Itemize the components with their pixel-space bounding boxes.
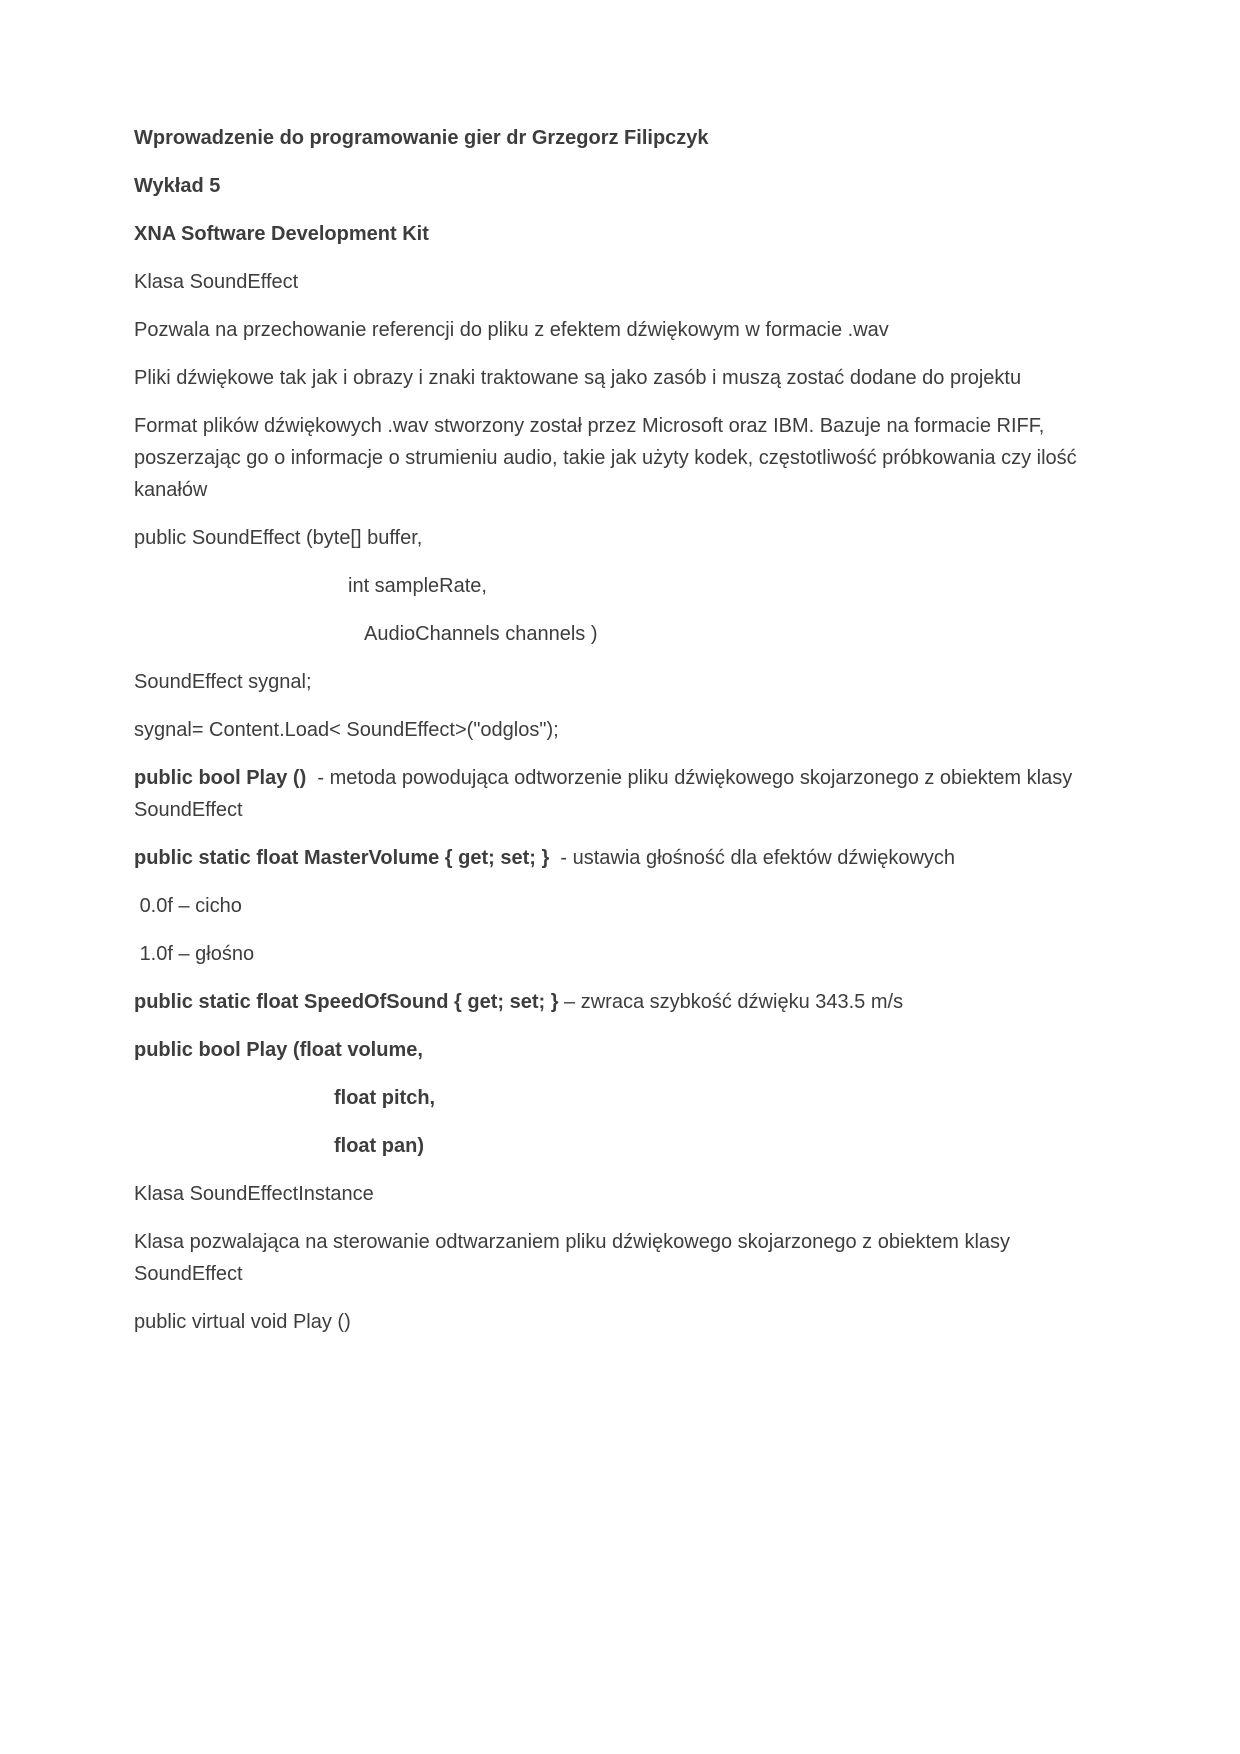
text-run-bold: float pitch, [334, 1087, 436, 1109]
text-run-bold: Wprowadzenie do programowanie gier dr Grzegorz Filipczyk [134, 127, 709, 149]
text-run: AudioChannels channels ) [364, 623, 598, 645]
paragraph [134, 666, 1109, 698]
paragraph [134, 986, 1109, 1018]
paragraph [134, 314, 1109, 346]
paragraph [134, 762, 1109, 826]
text-run: Klasa pozwalająca na sterowanie odtwarzaniem pliku dźwiękowego skojarzonego z obiektem klasy SoundEffect [134, 1231, 1016, 1285]
paragraph [134, 170, 1109, 202]
text-run: Klasa SoundEffectInstance [134, 1183, 374, 1205]
text-run: Pliki dźwiękowe tak jak i obrazy i znaki traktowane są jako zasób i muszą zostać dodane do projektu [134, 367, 1022, 389]
paragraph [134, 1034, 1109, 1066]
paragraph [134, 570, 1109, 602]
text-run: Klasa SoundEffect [134, 271, 299, 293]
paragraph [134, 618, 1109, 650]
text-run-bold: XNA Software Development Kit [134, 223, 429, 245]
document-content [134, 122, 1109, 1354]
text-run: sygnal= Content.Load< SoundEffect>("odglos"); [134, 719, 559, 741]
paragraph [134, 938, 1109, 970]
paragraph [134, 1306, 1109, 1338]
paragraph [134, 1226, 1109, 1290]
paragraph [134, 714, 1109, 746]
text-run: 0.0f – cicho [134, 895, 242, 917]
paragraph [134, 1178, 1109, 1210]
paragraph [134, 1130, 1109, 1162]
text-run: - metoda powodująca odtworzenie pliku dźwiękowego skojarzonego z obiektem klasy SoundEffect [134, 767, 1078, 821]
text-run: 1.0f – głośno [134, 943, 255, 965]
paragraph [134, 362, 1109, 394]
text-run: SoundEffect sygnal; [134, 671, 312, 693]
paragraph [134, 522, 1109, 554]
paragraph [134, 1082, 1109, 1114]
text-run-bold: float pan) [334, 1135, 424, 1157]
paragraph [134, 266, 1109, 298]
text-run: Pozwala na przechowanie referencji do pliku z efektem dźwiękowym w formacie .wav [134, 319, 889, 341]
text-run-bold: public static float SpeedOfSound { get; set; } [134, 991, 565, 1013]
paragraph [134, 218, 1109, 250]
text-run-bold: public bool Play (float volume, [134, 1039, 423, 1061]
text-run: Format plików dźwiękowych .wav stworzony został przez Microsoft oraz IBM. Bazuje na formacie RIFF, poszerzając go o informacje o strumieniu audio, takie jak użyty kodek, częstotliwość próbkowania czy ilość kanałów [134, 415, 1083, 501]
paragraph [134, 410, 1109, 506]
text-run-bold: public bool Play () [134, 767, 312, 789]
text-run: public SoundEffect (byte[] buffer, [134, 527, 423, 549]
paragraph [134, 842, 1109, 874]
text-run: int sampleRate, [348, 575, 487, 597]
text-run: – zwraca szybkość dźwięku 343.5 m/s [564, 991, 904, 1013]
paragraph [134, 122, 1109, 154]
text-run: public virtual void Play () [134, 1311, 351, 1333]
text-run: - ustawia głośność dla efektów dźwiękowych [554, 847, 956, 869]
text-run-bold: public static float MasterVolume { get; set; } [134, 847, 555, 869]
text-run-bold: Wykład 5 [134, 175, 221, 197]
paragraph [134, 890, 1109, 922]
